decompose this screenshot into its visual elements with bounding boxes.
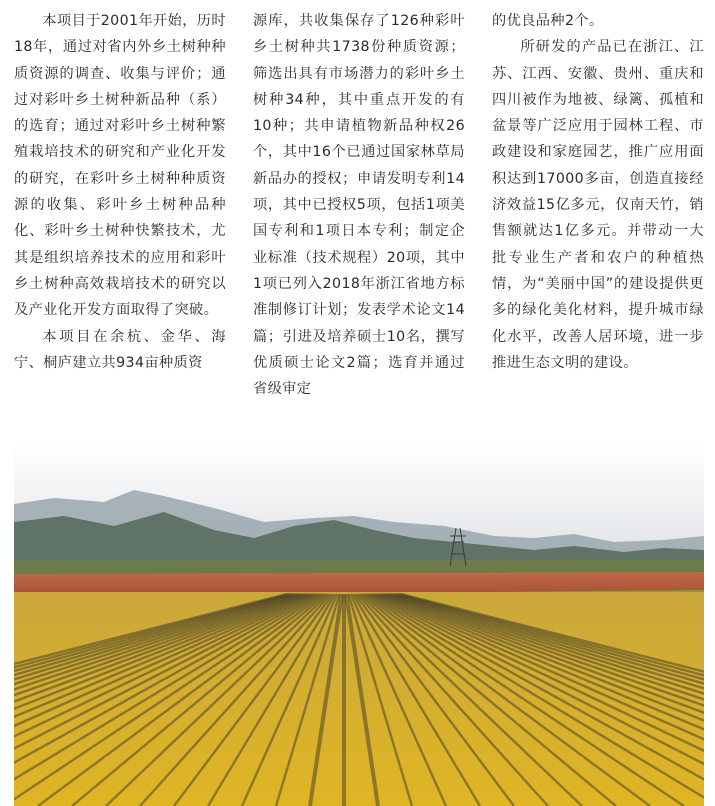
paragraph: 所研发的产品已在浙江、江苏、江西、安徽、贵州、重庆和四川被作为地被、绿篱、孤植和盆景等广泛应用于园林工程、市政建设和家庭园艺，推广应用面积达到17000多亩，创造直接经济效益15亿多元，仅南天竹，销售额就达1亿多元。并带动一大批专业生产者和农户的种植热情，为“美丽中国”的建设提供更多的绿化美化材料，提升城市绿化水平，改善人居环境，进一步推进生态文明的建设。 [492,39,704,371]
text-column-2 [253,8,465,440]
gold-field [14,592,704,806]
paragraph: 的优良品种2个。 [492,13,604,29]
landscape-photo [14,442,704,806]
text-column-3 [492,8,704,440]
field-illustration [14,442,704,806]
text-column-1 [14,8,226,440]
tree-line [14,560,704,574]
paragraph: 源库，共收集保存了126种彩叶乡土树种共1738份种质资源；筛选出具有市场潜力的彩叶乡土树种34种，其中重点开发的有10种；共申请植物新品种权26个，其中16个已通过国家林草局新品办的授权；申请发明专利14项，其中已授权5项，包括1项美国专利和1项日本专利；制定企业标准（技术规程）20项，其中1项已列入2018年浙江省地方标准制修订计划；发表学术论文14篇；引进及培养硕士10名，撰写优质硕士论文2篇；选育并通过省级审定 [253,13,465,398]
article-text [14,8,704,440]
paragraph: 本项目于2001年开始，历时18年，通过对省内外乡土树种种质资源的调查、收集与评价；通过对彩叶乡土树种新品种（系）的选育；通过对彩叶乡土树种繁殖栽培技术的研究和产业化开发的研究，在彩叶乡土树种种质资源的收集、彩叶乡土树种品种化、彩叶乡土树种快繁技术，尤其是组织培养技术的应用和彩叶乡土树种高效栽培技术的研究以及产业化开发方面取得了突破。 [14,13,226,319]
paragraph: 本项目在余杭、金华、海宁、桐庐建立共934亩种质资 [14,328,226,371]
